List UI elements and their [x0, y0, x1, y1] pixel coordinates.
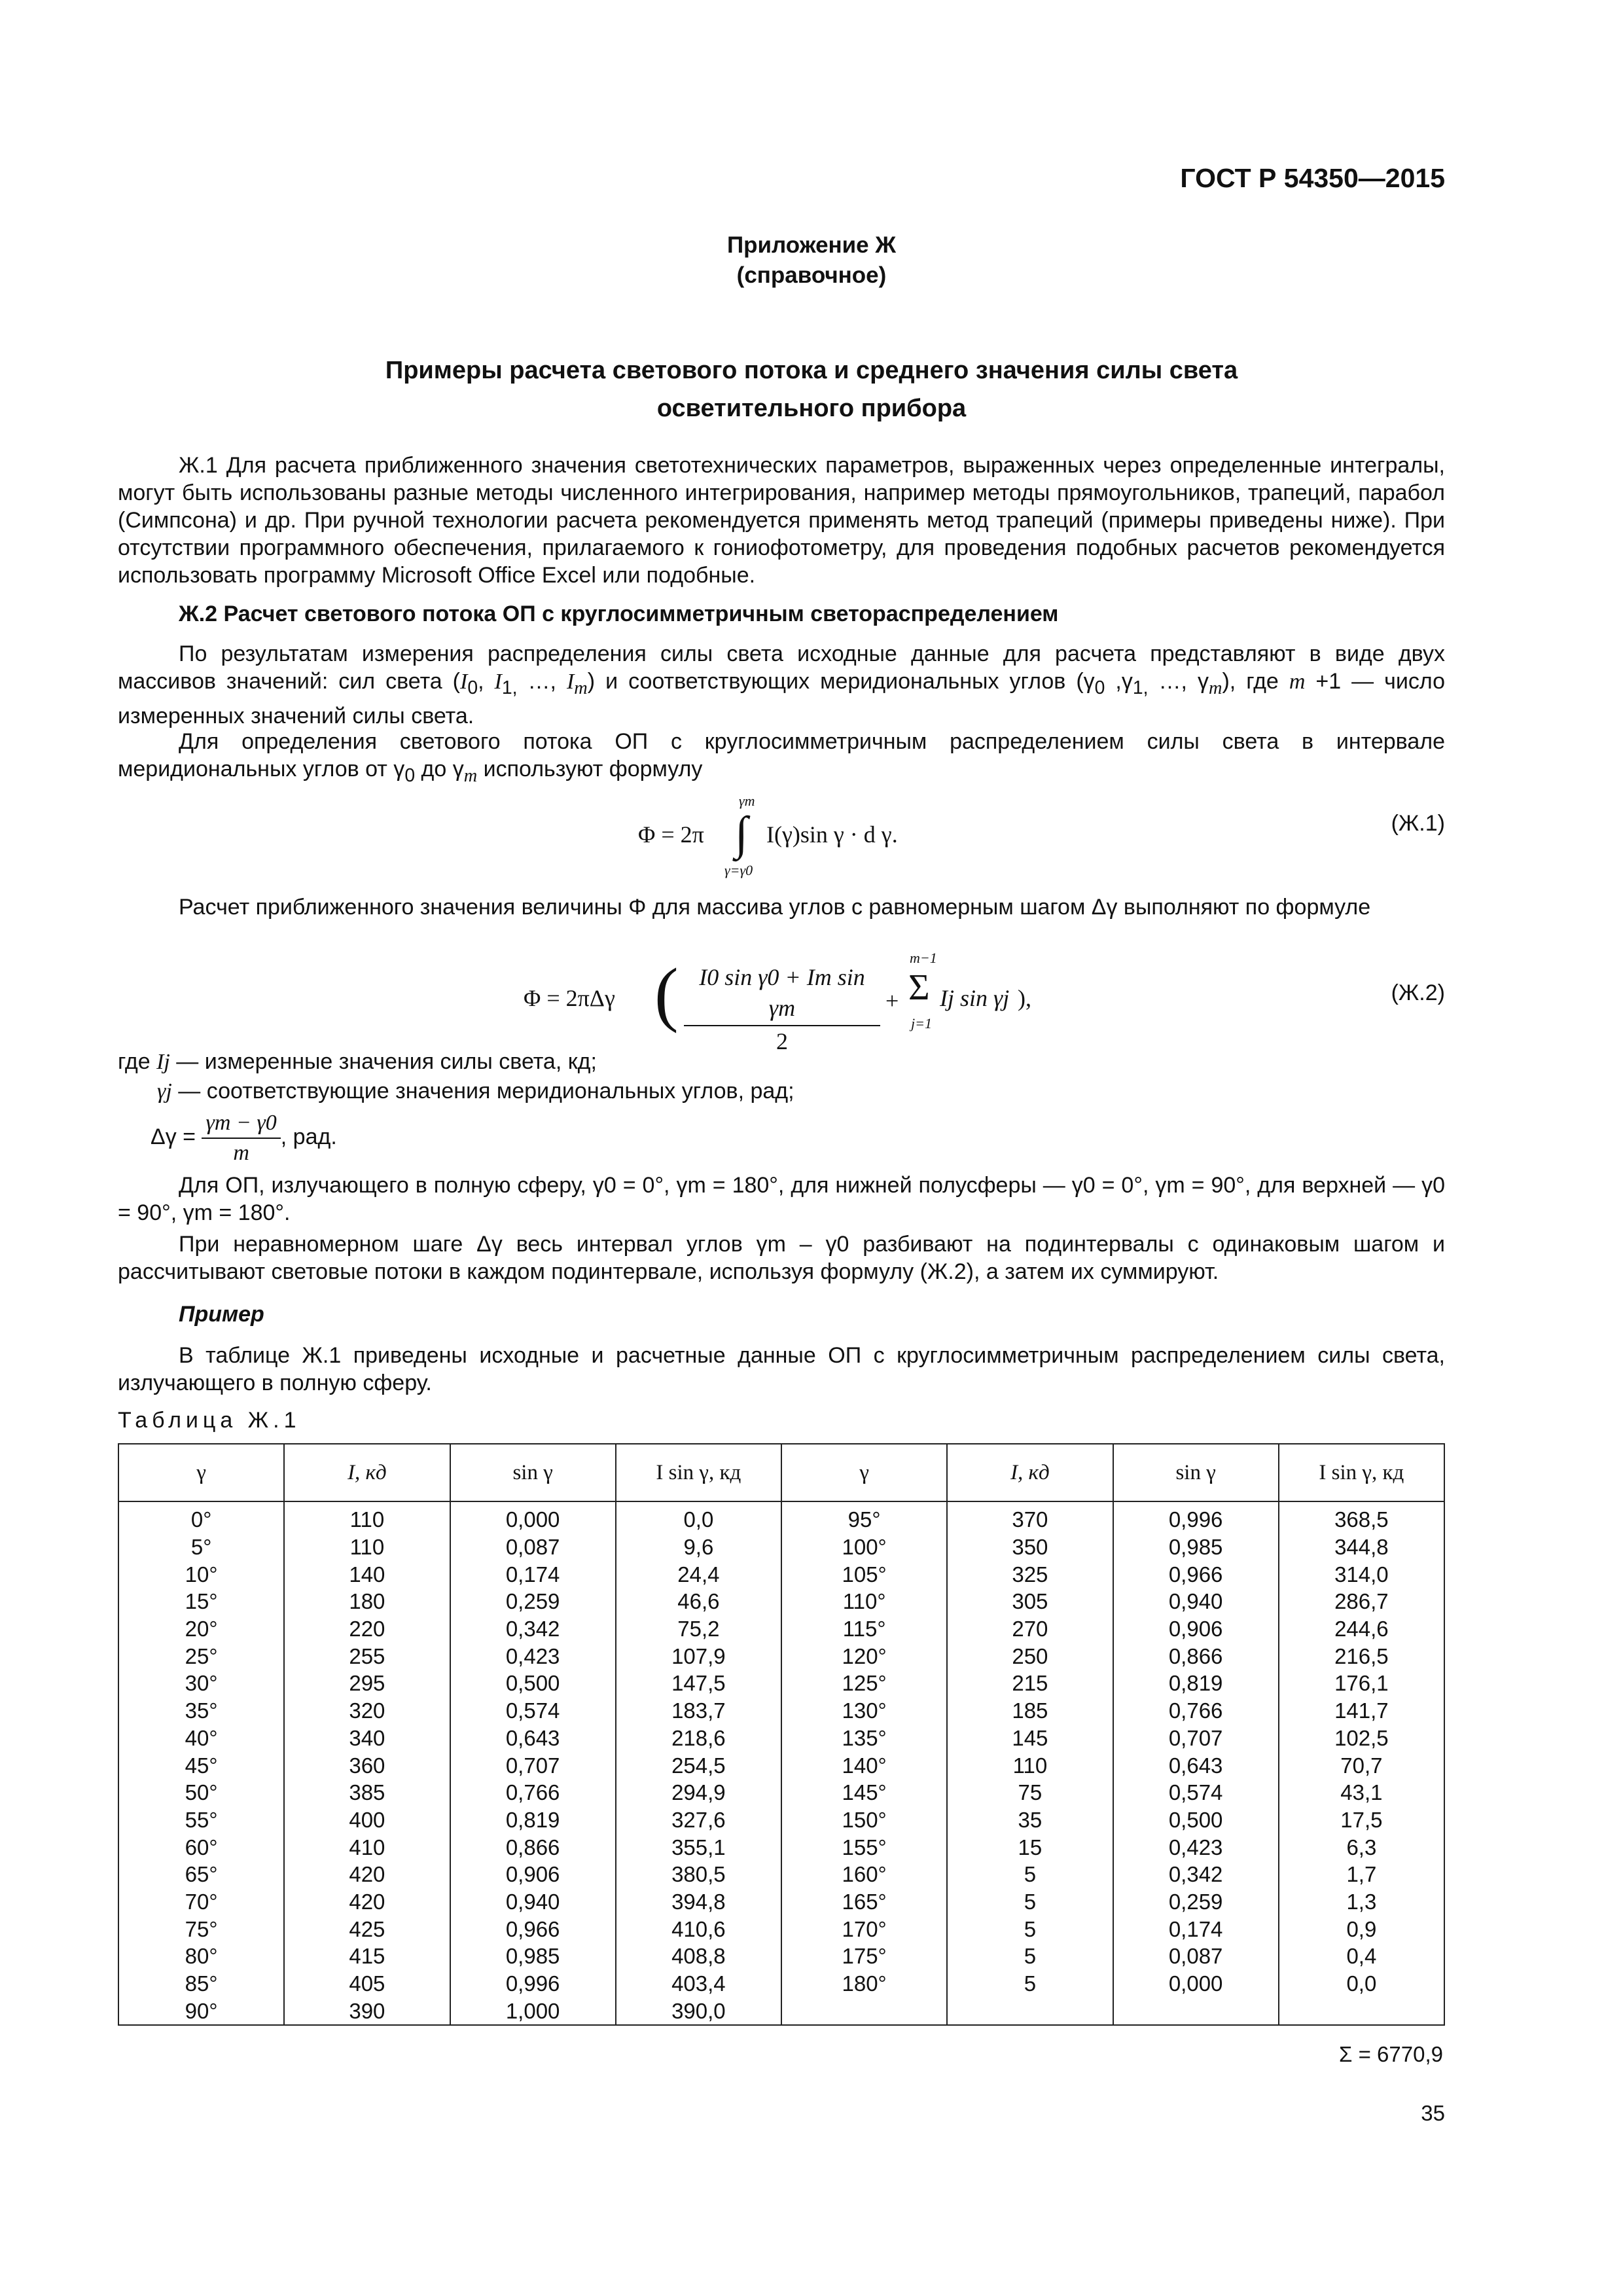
table-cell: 325 [947, 1560, 1113, 1588]
table-cell: 24,4 [616, 1560, 781, 1588]
table-cell: 135° [781, 1725, 947, 1752]
table-cell: 5 [947, 1943, 1113, 1970]
table-cell: 110 [284, 1501, 450, 1534]
table-cell: 410,6 [616, 1915, 781, 1943]
table-cell: 295 [284, 1670, 450, 1697]
table-cell: 0,643 [450, 1725, 616, 1752]
table-cell: 385 [284, 1779, 450, 1806]
table-cell: 250 [947, 1642, 1113, 1670]
table-cell: 220 [284, 1615, 450, 1643]
table-cell: 344,8 [1279, 1534, 1444, 1561]
table-cell: 95° [781, 1501, 947, 1534]
table-cell: 45° [118, 1751, 284, 1779]
table-cell: 0,087 [1113, 1943, 1279, 1970]
table-cell: 25° [118, 1642, 284, 1670]
table-row [118, 1642, 1444, 1670]
section-heading-zh2: Ж.2 Расчет светового потока ОП с круглосимметричным светораспределением [179, 601, 1059, 626]
col-header-sin-1: sin γ [450, 1444, 616, 1501]
formula-zh2-sum-body: Ij sin γj [940, 985, 1010, 1011]
table-cell: 270 [947, 1615, 1113, 1643]
table-cell: 65° [118, 1861, 284, 1888]
table-cell: 110 [284, 1534, 450, 1561]
table-row [118, 1943, 1444, 1970]
table-cell: 46,6 [616, 1588, 781, 1615]
table-cell: 35° [118, 1697, 284, 1725]
table-cell: 415 [284, 1943, 450, 1970]
table-row [118, 1751, 1444, 1779]
formula-zh2-plus: + [885, 988, 899, 1014]
table-cell: 80° [118, 1943, 284, 1970]
table-cell: 5 [947, 1861, 1113, 1888]
table-cell: 50° [118, 1779, 284, 1806]
table-cell: 1,7 [1279, 1861, 1444, 1888]
formula-zh2-fraction [684, 962, 880, 1056]
equation-number-zh1: (Ж.1) [1391, 811, 1445, 836]
table-cell: 216,5 [1279, 1642, 1444, 1670]
table-cell: 5 [947, 1915, 1113, 1943]
table-cell: 15 [947, 1833, 1113, 1861]
table-cell: 0,087 [450, 1534, 616, 1561]
col-header-sin-2: sin γ [1113, 1444, 1279, 1501]
table-cell: 140 [284, 1560, 450, 1588]
paragraph-flux-formula-intro: Для определения светового потока ОП с круглосимметричным распределением силы света в интервале меридиональных углов от $\gamma_0$ до $\gamma_m$ используют формулу [118, 729, 1445, 786]
sum-upper-limit: m−1 [910, 950, 937, 966]
table-cell: 314,0 [1279, 1560, 1444, 1588]
paragraph-zh1: Ж.1 Для расчета приближенного значения светотехнических параметров, выраженных через определенные интегралы, могут быть использованы разные методы численного интегрирования, например методы прямоугольников, трапеций, парабол (Симпсона) и др. При ручной технологии расчета рекомендуется применять метод трапеций (примеры приведены ниже). При отсутствии программного обеспечения, прилагаемого к гониофотометру, для проведения подобных расчетов рекомендуется использовать программу Microsoft Office Excel или подобные. [118, 453, 1445, 588]
table-cell: 70,7 [1279, 1751, 1444, 1779]
table-cell: 115° [781, 1615, 947, 1643]
table-cell: 370 [947, 1501, 1113, 1534]
table-header-row [118, 1444, 1444, 1501]
table-cell: 5° [118, 1534, 284, 1561]
table-cell: 360 [284, 1751, 450, 1779]
table-cell: 0,766 [450, 1779, 616, 1806]
table-cell: 0,906 [450, 1861, 616, 1888]
table-body [118, 1501, 1444, 2025]
table-cell: 155° [781, 1833, 947, 1861]
table-cell: 0,766 [1113, 1697, 1279, 1725]
table-cell: 145° [781, 1779, 947, 1806]
table-cell: 0,940 [450, 1888, 616, 1916]
table-row [118, 1534, 1444, 1561]
table-cell: 0,866 [1113, 1642, 1279, 1670]
table-cell: 60° [118, 1833, 284, 1861]
table-cell: 160° [781, 1861, 947, 1888]
page-title [0, 351, 1623, 427]
table-cell: 320 [284, 1697, 450, 1725]
table-cell: 0,707 [1113, 1725, 1279, 1752]
table-cell: 0,342 [450, 1615, 616, 1643]
formula-zh1-upper-limit: γm [739, 793, 755, 809]
table-cell: 0,423 [450, 1642, 616, 1670]
sum-total: Σ = 6770,9 [1339, 2042, 1443, 2066]
table-row [118, 1861, 1444, 1888]
table-cell: 170° [781, 1915, 947, 1943]
table-cell: 340 [284, 1725, 450, 1752]
formula-zh2-tail: ), [1018, 985, 1031, 1011]
table-cell: 0,966 [450, 1915, 616, 1943]
table-cell: 176,1 [1279, 1670, 1444, 1697]
formula-zh1-integrand: I(γ)sin γ · d γ. [766, 821, 898, 848]
table-cell: 130° [781, 1697, 947, 1725]
table-cell: 183,7 [616, 1697, 781, 1725]
data-table [118, 1443, 1445, 2026]
standard-code: ГОСТ Р 54350—2015 [1180, 163, 1445, 193]
table-cell: 394,8 [616, 1888, 781, 1916]
table-cell: 70° [118, 1888, 284, 1916]
table-cell: 0,643 [1113, 1751, 1279, 1779]
paragraph-sphere-limits: Для ОП, излучающего в полную сферу, γ0 = 0°, γm = 180°, для нижней полусферы — γ0 = 0°, γm = 90°, для верхней — γ0 = 90°, γm = 180°. [118, 1173, 1445, 1225]
table-row [118, 1560, 1444, 1588]
table-cell: 185 [947, 1697, 1113, 1725]
table-cell: 140° [781, 1751, 947, 1779]
table-cell: 6,3 [1279, 1833, 1444, 1861]
col-header-product-1: I sin γ, кд [616, 1444, 781, 1501]
table-cell: 75 [947, 1779, 1113, 1806]
appendix-status: (справочное) [736, 262, 887, 288]
table-cell: 0,940 [1113, 1588, 1279, 1615]
table-cell: 9,6 [616, 1534, 781, 1561]
table-row [118, 1697, 1444, 1725]
table-cell: 408,8 [616, 1943, 781, 1970]
table-cell: 0,866 [450, 1833, 616, 1861]
table-cell: 0,259 [450, 1588, 616, 1615]
table-cell [1113, 1997, 1279, 2025]
page-number: 35 [1421, 2101, 1445, 2125]
table-cell: 305 [947, 1588, 1113, 1615]
table-cell: 380,5 [616, 1861, 781, 1888]
table-cell: 90° [118, 1997, 284, 2025]
paragraph-uneven-step: При неравномерном шаге Δγ весь интервал углов γm – γ0 разбивают на подинтервалы с одинаковым шагом и рассчитывают световые потоки в каждом подинтервале, используя формулу (Ж.2), а затем их суммируют. [118, 1232, 1445, 1284]
table-row [118, 1970, 1444, 1998]
table-cell: 110° [781, 1588, 947, 1615]
table-cell: 0,906 [1113, 1615, 1279, 1643]
table-cell: 55° [118, 1806, 284, 1834]
table-cell: 0° [118, 1501, 284, 1534]
sum-lower-limit: j=1 [911, 1015, 932, 1031]
table-cell: 0,0 [616, 1501, 781, 1534]
table-cell: 0,819 [1113, 1670, 1279, 1697]
col-header-intensity-1: I, кд [284, 1444, 450, 1501]
table-cell: 15° [118, 1588, 284, 1615]
table-cell: 147,5 [616, 1670, 781, 1697]
table-cell: 105° [781, 1560, 947, 1588]
table-cell: 125° [781, 1670, 947, 1697]
table-cell: 0,500 [450, 1670, 616, 1697]
table-cell: 0,259 [1113, 1888, 1279, 1916]
table-cell: 0,9 [1279, 1915, 1444, 1943]
table-cell: 0,174 [1113, 1915, 1279, 1943]
col-header-product-2: I sin γ, кд [1279, 1444, 1444, 1501]
table-cell: 350 [947, 1534, 1113, 1561]
table-row [118, 1588, 1444, 1615]
table-cell: 405 [284, 1970, 450, 1998]
table-cell: 0,000 [1113, 1970, 1279, 1998]
table-cell: 0,985 [450, 1943, 616, 1970]
table-cell: 0,707 [450, 1751, 616, 1779]
table-cell: 120° [781, 1642, 947, 1670]
table-cell [1279, 1997, 1444, 2025]
table-cell: 35 [947, 1806, 1113, 1834]
table-row [118, 1833, 1444, 1861]
table-caption: Таблица Ж.1 [118, 1408, 301, 1433]
table-cell: 20° [118, 1615, 284, 1643]
col-header-gamma-1: γ [118, 1444, 284, 1501]
col-header-gamma-2: γ [781, 1444, 947, 1501]
appendix-title: Приложение Ж [726, 232, 897, 258]
table-cell: 0,174 [450, 1560, 616, 1588]
formula-zh1 [638, 792, 965, 877]
table-cell: 0,423 [1113, 1833, 1279, 1861]
table-cell: 0,996 [450, 1970, 616, 1998]
formula-zh2-lhs: Φ = 2πΔγ [524, 985, 615, 1011]
table-cell: 75,2 [616, 1615, 781, 1643]
table-cell: 85° [118, 1970, 284, 1998]
table-cell: 286,7 [1279, 1588, 1444, 1615]
table-cell: 0,966 [1113, 1560, 1279, 1588]
table-cell: 0,500 [1113, 1806, 1279, 1834]
table-cell: 165° [781, 1888, 947, 1916]
table-cell [781, 1997, 947, 2025]
table-row [118, 1779, 1444, 1806]
table-cell: 0,342 [1113, 1861, 1279, 1888]
table-cell: 180 [284, 1588, 450, 1615]
table-cell: 1,000 [450, 1997, 616, 2025]
table-row [118, 1915, 1444, 1943]
table-cell [947, 1997, 1113, 2025]
table-cell: 254,5 [616, 1751, 781, 1779]
example-label: Пример [179, 1302, 264, 1327]
table-cell: 420 [284, 1888, 450, 1916]
table-cell: 107,9 [616, 1642, 781, 1670]
table-cell: 0,985 [1113, 1534, 1279, 1561]
table-row [118, 1888, 1444, 1916]
table-cell: 30° [118, 1670, 284, 1697]
table-cell: 5 [947, 1888, 1113, 1916]
table-cell: 0,574 [450, 1697, 616, 1725]
table-row [118, 1615, 1444, 1643]
table-cell: 410 [284, 1833, 450, 1861]
table-row [118, 1997, 1444, 2025]
page-title-line-2: осветительного прибора [656, 395, 967, 422]
table-cell: 0,574 [1113, 1779, 1279, 1806]
table-cell: 327,6 [616, 1806, 781, 1834]
table-cell: 0,996 [1113, 1501, 1279, 1534]
paragraph-example: В таблице Ж.1 приведены исходные и расчетные данные ОП с круглосимметричным распределением силы света, излучающего в полную сферу. [118, 1343, 1445, 1395]
table-cell: 400 [284, 1806, 450, 1834]
table-cell: 390,0 [616, 1997, 781, 2025]
table-cell: 5 [947, 1970, 1113, 1998]
open-paren: ( [654, 954, 679, 1033]
table-cell: 17,5 [1279, 1806, 1444, 1834]
table-cell: 75° [118, 1915, 284, 1943]
table-row [118, 1725, 1444, 1752]
table-cell: 141,7 [1279, 1697, 1444, 1725]
table-cell: 420 [284, 1861, 450, 1888]
table-cell: 150° [781, 1806, 947, 1834]
table-cell: 368,5 [1279, 1501, 1444, 1534]
table-cell: 0,0 [1279, 1970, 1444, 1998]
table-cell: 145 [947, 1725, 1113, 1752]
table-cell: 10° [118, 1560, 284, 1588]
paragraph-input-data: По результатам измерения распределения силы света исходные данные для расчета представляют в виде двух массивов значений: сил света ($I_0$, $I_{1,}$ …, $I_m$) и соответствующих меридиональных углов ($\gamma_0$ $,\gamma_{1,}$ …, $\gamma_m$), где m +1 — число измеренных значений силы света. [118, 641, 1445, 728]
formula-zh1-lower-limit: γ=γ0 [724, 862, 753, 878]
table-cell: 218,6 [616, 1725, 781, 1752]
formula-zh1-lhs: Φ = 2π [638, 821, 704, 848]
table-cell: 175° [781, 1943, 947, 1970]
col-header-intensity-2: I, кд [947, 1444, 1113, 1501]
table-cell: 0,819 [450, 1806, 616, 1834]
table-row [118, 1670, 1444, 1697]
table-cell: 180° [781, 1970, 947, 1998]
table-cell: 390 [284, 1997, 450, 2025]
table-cell: 255 [284, 1642, 450, 1670]
table-cell: 355,1 [616, 1833, 781, 1861]
where-item-ij: где Ij — измеренные значения силы света, кд; [118, 1049, 597, 1074]
where-item-gammaj: γj — соответствующие значения меридиональных углов, рад; [157, 1079, 794, 1103]
equation-number-zh2: (Ж.2) [1391, 980, 1445, 1005]
page-title-line-1: Примеры расчета светового потока и среднего значения силы света [385, 357, 1238, 384]
table-cell: 0,000 [450, 1501, 616, 1534]
table-cell: 403,4 [616, 1970, 781, 1998]
appendix-heading [0, 230, 1623, 291]
where-definitions [118, 1047, 1165, 1168]
sum-sign: Σ [908, 967, 930, 1008]
table-cell: 425 [284, 1915, 450, 1943]
table-cell: 40° [118, 1725, 284, 1752]
table-cell: 215 [947, 1670, 1113, 1697]
table-row [118, 1806, 1444, 1834]
table-cell: 294,9 [616, 1779, 781, 1806]
table-cell: 1,3 [1279, 1888, 1444, 1916]
integral-sign: ∫ [735, 807, 748, 859]
paragraph-approximation: Расчет приближенного значения величины Φ для массива углов с равномерным шагом Δγ выполняют по формуле [179, 895, 1371, 920]
table-cell: 102,5 [1279, 1725, 1444, 1752]
formula-zh2-numerator: I0 sin γ0 + Im sin γm [684, 962, 880, 1026]
formula-zh2-denominator: 2 [776, 1028, 788, 1054]
table-row [118, 1501, 1444, 1534]
where-item-delta-gamma: Δγ = $\frac{\gamma m - \gamma 0}{m}$ , рад. [118, 1109, 1165, 1168]
formula-zh2 [524, 949, 1047, 1054]
table-cell: 43,1 [1279, 1779, 1444, 1806]
table-cell: 110 [947, 1751, 1113, 1779]
table-cell: 244,6 [1279, 1615, 1444, 1643]
table-cell: 0,4 [1279, 1943, 1444, 1970]
table-cell: 100° [781, 1534, 947, 1561]
